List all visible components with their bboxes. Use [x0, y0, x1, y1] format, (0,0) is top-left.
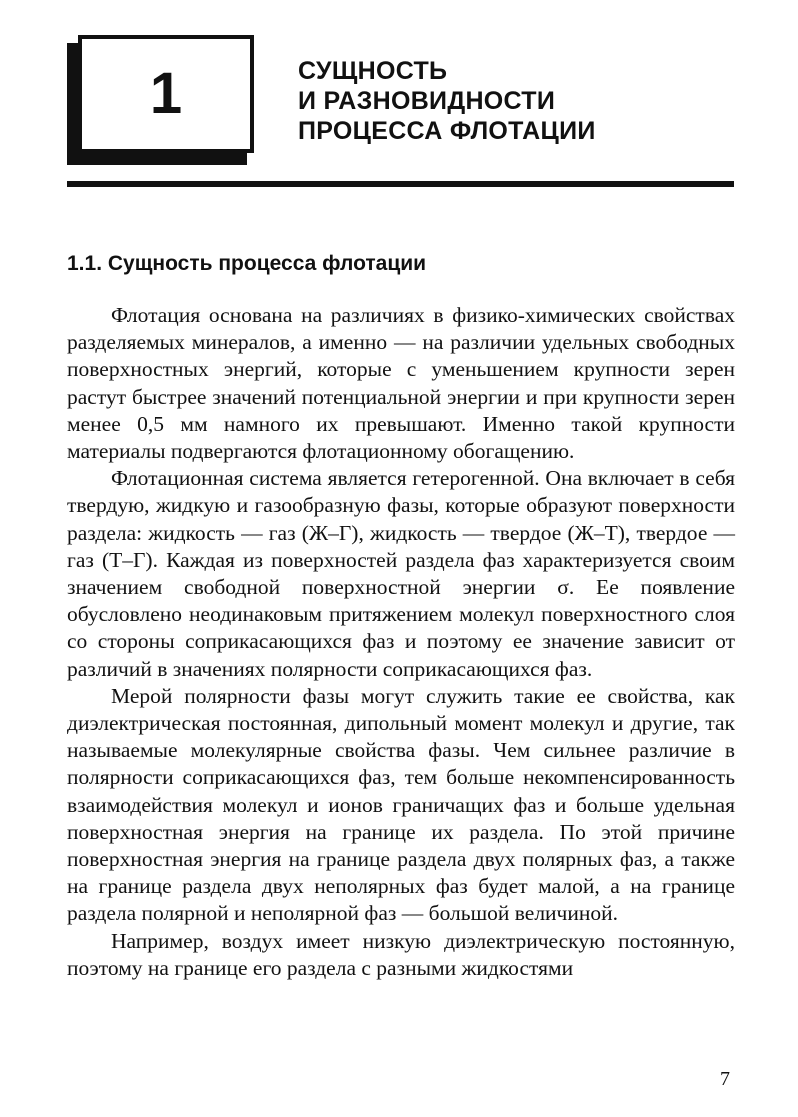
paragraph: Флотация основана на различиях в физико-химических свойствах разделяемых минералов, а именно — на различии удельных свободных поверхностных энергий, которые с уменьшением крупности зерен растут быстрее значений потенциальной энергии и при крупности зерен менее 0,5 мм намного их превышают. Именно такой крупности материалы подвергаются флотационному обогащению.: [67, 303, 735, 464]
paragraph: Например, воздух имеет низкую диэлектрическую постоянную, поэтому на границе его раздела с разными жидкостями: [67, 928, 735, 980]
chapter-title-line: СУЩНОСТЬ: [298, 57, 448, 85]
chapter-rule: [67, 181, 734, 187]
chapter-number: 1: [149, 61, 183, 126]
chapter-title-line: И РАЗНОВИДНОСТИ: [298, 87, 556, 115]
body-text: [67, 302, 735, 982]
paragraph: Флотационная система является гетерогенной. Она включает в себя твердую, жидкую и газообразную фазы, которые образуют поверхности раздела: жидкость — газ (Ж–Г), жидкость — твердое (Ж–Т), твердое — газ (Т–Г). Каждая из поверхностей раздела фаз характеризуется своим значением свободной поверхностной энергии σ. Ее появление обусловлено неодинаковым притяжением молекул поверхностного слоя со стороны соприкасающихся фаз и поэтому ее значение зависит от различий в значениях полярности соприкасающихся фаз.: [67, 466, 735, 681]
page-number: 7: [720, 1068, 730, 1090]
chapter-title: [298, 56, 738, 146]
paragraph: Мерой полярности фазы могут служить такие ее свойства, как диэлектрическая постоянная, дипольный момент молекул и другие, так называемые молекулярные свойства фазы. Чем сильнее различие в полярности соприкасающихся фаз, тем больше некомпенсированность взаимодействия молекул и ионов граничащих фаз и больше удельная поверхностная энергия на границе их раздела. По этой причине поверхностная энергия на границе раздела двух полярных фаз, а также на границе раздела двух неполярных фаз будет малой, а на границе раздела полярной и неполярной фаз — большой величиной.: [67, 683, 735, 926]
chapter-number-box: [78, 35, 254, 153]
section-heading: 1.1. Сущность процесса флотации: [67, 252, 427, 275]
chapter-title-line: ПРОЦЕССА ФЛОТАЦИИ: [298, 117, 596, 145]
